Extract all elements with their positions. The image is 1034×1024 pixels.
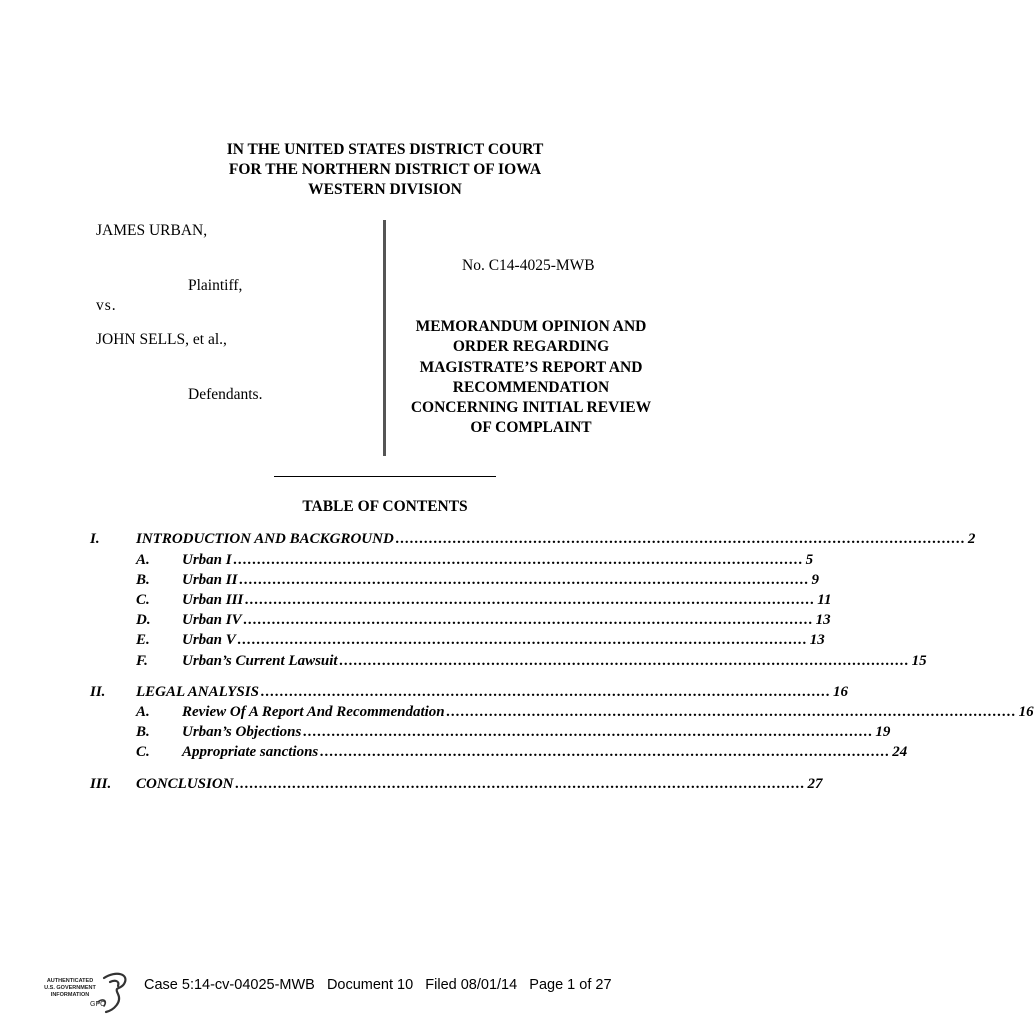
toc-subsection-title: Urban’s Current Lawsuit — [182, 653, 338, 669]
plaintiff-role: Plaintiff, — [188, 277, 243, 294]
toc-subsection-title: Review Of A Report And Recommendation — [182, 704, 445, 720]
toc-section-number: I. — [90, 531, 100, 547]
toc-section[interactable] — [90, 529, 976, 549]
gpo-authentication-logo — [44, 968, 134, 1016]
toc-subsection[interactable] — [136, 550, 814, 570]
logo-text-line: GPO — [90, 1001, 106, 1008]
toc-subsection[interactable] — [136, 651, 927, 671]
footer-filed: Filed 08/01/14 — [425, 977, 518, 993]
toc-subsection-title: Urban V — [182, 632, 236, 648]
toc-subsection-letter: B. — [136, 724, 150, 740]
toc-page-number: 24 — [892, 744, 908, 760]
toc-page-number: 2 — [967, 531, 976, 547]
plaintiff-name: JAMES URBAN, — [96, 222, 208, 239]
page-footer — [144, 977, 612, 993]
logo-text-line: U.S. GOVERNMENT — [44, 985, 96, 991]
toc-subsection[interactable] — [136, 570, 819, 590]
toc-leader-dots: ........................................................................................................................ — [245, 592, 816, 608]
toc-subsection-title: Urban III — [182, 592, 244, 608]
toc-section[interactable] — [90, 774, 823, 794]
toc-page-number: 16 — [1018, 704, 1034, 720]
memo-title-line: OF COMPLAINT — [470, 419, 592, 437]
toc-leader-dots: ........................................................................................................................ — [239, 572, 810, 588]
memo-title — [392, 317, 670, 439]
memo-title-line: ORDER REGARDING — [452, 338, 610, 356]
toc-leader-dots: ........................................................................................................................ — [237, 632, 808, 648]
toc-section[interactable] — [90, 682, 848, 702]
toc-leader-dots: ........................................................................................................................ — [233, 552, 804, 568]
toc-subsection-letter: A. — [136, 552, 150, 568]
toc-section-number: III. — [90, 776, 112, 792]
court-name-line: IN THE UNITED STATES DISTRICT COURT — [226, 141, 544, 158]
court-heading — [0, 140, 770, 200]
toc-leader-dots: ........................................................................................................................ — [235, 776, 806, 792]
toc-subsection[interactable] — [136, 742, 908, 762]
defendant-role: Defendants. — [188, 386, 263, 403]
footer-document: Document 10 — [326, 977, 414, 993]
toc-page-number: 9 — [811, 572, 819, 588]
toc-page-number: 15 — [911, 653, 927, 669]
toc-section-title: LEGAL ANALYSIS — [136, 684, 259, 700]
toc-page-number: 19 — [875, 724, 891, 740]
toc-page-number: 16 — [832, 684, 848, 700]
versus-label: vs. — [96, 297, 117, 314]
court-division-line: WESTERN DIVISION — [308, 181, 462, 198]
toc-section-number: II. — [90, 684, 106, 700]
toc-subsection[interactable] — [136, 702, 1034, 722]
separator-line — [274, 476, 496, 477]
toc-title: TABLE OF CONTENTS — [302, 498, 468, 515]
logo-text-line: AUTHENTICATED — [46, 978, 94, 984]
toc-section-title: INTRODUCTION AND BACKGROUND — [136, 531, 394, 547]
toc-subsection-letter: E. — [136, 632, 150, 648]
toc-leader-dots: ........................................................................................................................ — [320, 744, 891, 760]
toc-page-number: 13 — [815, 612, 831, 628]
case-number: No. C14-4025-MWB — [462, 257, 595, 274]
memo-title-line: MEMORANDUM OPINION AND — [415, 318, 647, 335]
toc-subsection[interactable] — [136, 610, 831, 630]
memo-title-line: MAGISTRATE’S REPORT AND — [419, 358, 643, 376]
toc-page-number: 27 — [807, 776, 823, 792]
toc-subsection-title: Urban II — [182, 572, 238, 588]
toc-leader-dots: ........................................................................................................................ — [446, 704, 1017, 720]
toc-page-number: 11 — [817, 592, 832, 608]
toc-subsection-title: Urban I — [182, 552, 232, 568]
footer-page: Page 1 of 27 — [529, 977, 612, 993]
toc-subsection-letter: C. — [136, 592, 150, 608]
toc-page-number: 5 — [805, 552, 814, 568]
toc-subsection-letter: A. — [136, 704, 150, 720]
toc-subsection-title: Appropriate sanctions — [182, 744, 319, 760]
toc-subsection-letter: C. — [136, 744, 150, 760]
logo-text-line: INFORMATION — [50, 992, 90, 998]
toc-leader-dots: ........................................................................................................................ — [303, 724, 874, 740]
toc-subsection-title: Urban’s Objections — [182, 724, 302, 740]
memo-title-line: RECOMMENDATION — [452, 378, 610, 396]
memo-title-line: CONCERNING INITIAL REVIEW — [410, 399, 652, 417]
toc-page-number: 13 — [809, 632, 825, 648]
toc-subsection-title: Urban IV — [182, 612, 242, 628]
caption-divider — [383, 220, 386, 456]
gpo-eagle-icon — [44, 968, 134, 1016]
toc-subsection-letter: B. — [136, 572, 150, 588]
court-district-line: FOR THE NORTHERN DISTRICT OF IOWA — [228, 161, 542, 178]
toc-subsection[interactable] — [136, 590, 832, 610]
toc-subsection-letter: F. — [136, 653, 148, 669]
toc-subsection[interactable] — [136, 630, 825, 650]
footer-case: Case 5:14-cv-04025-MWB — [144, 977, 315, 993]
defendant-name: JOHN SELLS, et al., — [96, 331, 227, 348]
toc-leader-dots: ........................................................................................................................ — [243, 612, 814, 628]
toc-leader-dots: ........................................................................................................................ — [339, 653, 910, 669]
toc-subsection-letter: D. — [136, 612, 151, 628]
toc-leader-dots: ........................................................................................................................ — [260, 684, 831, 700]
toc-subsection[interactable] — [136, 722, 891, 742]
toc-section-title: CONCLUSION — [136, 776, 234, 792]
toc-leader-dots: ........................................................................................................................ — [395, 531, 966, 547]
